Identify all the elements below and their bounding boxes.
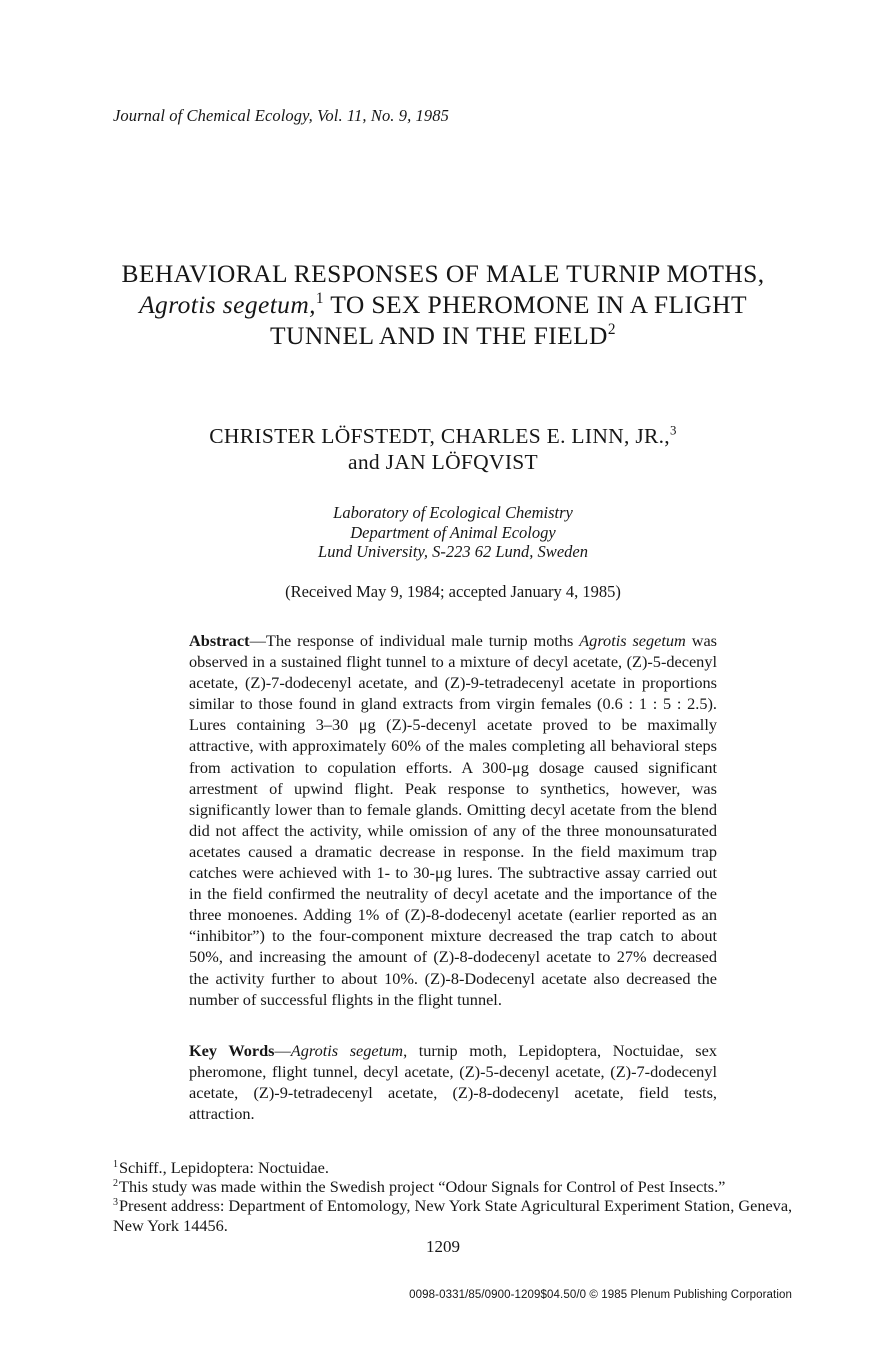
abstract [189,630,717,1010]
footnote-ref-1: 1 [315,290,324,308]
footnote-ref-2: 2 [607,321,616,339]
footnote-text: Present address: Department of Entomology, New York State Agricultural Experiment Station, Geneva, New York 14456. [113,1196,793,1235]
abstract-text: —The response of individual male turnip moths [249,631,580,650]
species-name: Agrotis segetum [579,631,686,650]
authors-line-1 [80,424,806,449]
article-title-line-2 [80,289,806,320]
footnote-3 [113,1196,795,1235]
footnote-text: This study was made within the Swedish project “Odour Signals for Control of Pest Insects.” [119,1177,726,1196]
footnote-mark: 3 [113,1197,118,1208]
footnote-text: Schiff., Lepidoptera: Noctuidae. [119,1158,329,1177]
journal-citation: Journal of Chemical Ecology, Vol. 11, No. 9, 1985 [113,106,449,125]
affiliation-lab: Laboratory of Ecological Chemistry [333,503,573,522]
page-number: 1209 [426,1237,460,1256]
footnote-2 [113,1177,795,1197]
key-words [189,1040,717,1124]
title-text: TUNNEL AND IN THE FIELD [270,321,608,350]
species-name: Agrotis segetum, [139,290,316,319]
copyright-line: 0098-0331/85/0900-1209$04.50/0 © 1985 Plenum Publishing Corporation [409,1289,792,1301]
title-text: TO SEX PHEROMONE IN A FLIGHT [323,290,747,319]
received-dates: (Received May 9, 1984; accepted January 4, 1985) [285,582,621,601]
article-title-line-1: BEHAVIORAL RESPONSES OF MALE TURNIP MOTHS, [121,259,765,288]
footnote-1 [113,1158,795,1178]
article-title-line-3 [80,320,806,351]
species-name: Agrotis segetum [290,1041,404,1060]
footnote-mark: 2 [113,1178,118,1189]
authors-line-2: and JAN LÖFQVIST [348,450,538,474]
keywords-text: , turnip moth, Lepidoptera, Noctuidae, sex pheromone, flight tunnel, decyl acetate, (Z)-5-decenyl acetate, (Z)-7-dodecenyl acetate, (Z)-9-tetradecenyl acetate, (Z)-8-dodecenyl acetate, field tests, attraction. [189,1041,717,1124]
affiliation-department: Department of Animal Ecology [350,523,556,542]
author-names: CHRISTER LÖFSTEDT, CHARLES E. LINN, JR., [209,424,670,448]
keywords-dash: — [274,1041,291,1060]
footnote-ref-3: 3 [669,423,677,438]
abstract-label: Abstract [189,631,250,650]
abstract-text: was observed in a sustained flight tunnel to a mixture of decyl acetate, (Z)-5-decenyl acetate, (Z)-7-dodecenyl acetate, and (Z)-9-tetradecenyl acetate in proportions similar to those found in gland extracts from virgin females (0.6 : 1 : 5 : 2.5). Lures containing 3–30 μg (Z)-5-decenyl acetate proved to be maximally attractive, with approximately 60% of the males completing all behavioral steps from activation to copulation efforts. A 300-μg dosage caused significant arrestment of upwind flight. Peak response to synthetics, however, was significantly lower than to female glands. Omitting decyl acetate from the blend did not affect the activity, while omission of any of the three monounsaturated acetates caused a dramatic decrease in response. In the field maximum trap catches were achieved with 1- to 30-μg lures. The subtractive assay carried out in the field confirmed the neutrality of decyl acetate and the importance of the three monoenes. Adding 1% of (Z)-8-dodecenyl acetate (earlier reported as an “inhibitor”) to the four-component mixture decreased the trap catch to about 50%, and increasing the amount of (Z)-8-dodecenyl acetate to 27% decreased the activity further to about 10%. (Z)-8-Dodecenyl acetate also decreased the number of successful flights in the flight tunnel. [189,631,718,1009]
footnote-mark: 1 [113,1159,118,1170]
keywords-label: Key Words [189,1041,275,1060]
affiliation-university: Lund University, S-223 62 Lund, Sweden [318,542,588,561]
